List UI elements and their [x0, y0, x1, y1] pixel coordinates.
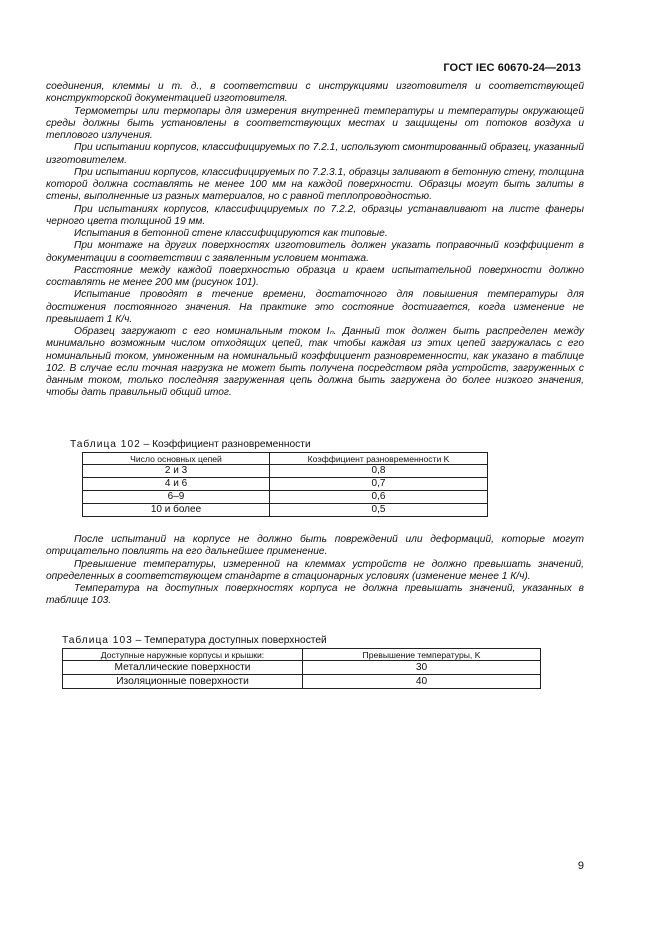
- table-cell: 0,6: [270, 491, 488, 504]
- table-cell: Изоляционные поверхности: [63, 675, 303, 689]
- paragraph: После испытаний на корпусе не должно быть повреждений или деформаций, которые могут отрицательно повлиять на его дальнейшее применение.: [46, 534, 584, 558]
- table-cell: 0,8: [270, 465, 488, 478]
- table-103-caption: [62, 635, 327, 647]
- table-row: [63, 661, 541, 675]
- table-row: [83, 465, 488, 478]
- table-cell: 10 и более: [83, 504, 270, 517]
- table-cell: 0,7: [270, 478, 488, 491]
- table-row: [83, 491, 488, 504]
- table-header-row: [63, 649, 541, 661]
- paragraph: Превышение температуры, измеренной на клеммах устройств не должно превышать значений, определенных в соответствующем стандарте в стационарных условиях (изменение менее 1 К/ч).: [46, 558, 584, 582]
- table-header-cell: Доступные наружные корпусы и крышки:: [63, 649, 303, 661]
- table-103-number: Таблица 103: [62, 635, 133, 646]
- table-cell: 40: [303, 675, 541, 689]
- table-row: [63, 675, 541, 689]
- paragraph: Термометры или термопары для измерения внутренней температуры и температуры окружающей среды должны быть установлены в соответствующих местах и защищены от потоков воздуха и теплового излучения.: [46, 105, 584, 141]
- table-cell: 0,5: [270, 504, 488, 517]
- body-text: [46, 81, 584, 400]
- table-cell: 30: [303, 661, 541, 675]
- paragraph: При испытании корпусов, классифицируемых по 7.2.1, используют смонтированный образец, указанный изготовителем.: [46, 142, 584, 166]
- table-row: [83, 504, 488, 517]
- table-102-number: Таблица 102: [70, 439, 141, 450]
- table-row: [83, 478, 488, 491]
- table-header-cell: Коэффициент разновременности K: [270, 453, 488, 465]
- table-cell: 6–9: [83, 491, 270, 504]
- table-cell: Металлические поверхности: [63, 661, 303, 675]
- table-header-cell: Превышение температуры, K: [303, 649, 541, 661]
- paragraph: Испытания в бетонной стене классифицируются как типовые.: [74, 228, 388, 239]
- table-header-cell: Число основных цепей: [83, 453, 270, 465]
- document-header: ГОСТ IEC 60670-24—2013: [443, 62, 581, 74]
- table-header-row: [83, 453, 488, 465]
- page-number: 9: [577, 860, 584, 872]
- paragraph: При испытании корпусов, классифицируемых по 7.2.3.1, образцы заливают в бетонную стену, толщина которой должна составлять не менее 100 мм на каждой поверхности. Образцы могут быть залиты в стены, выполненные из разных материалов, но с равной теплопроводностью.: [46, 166, 584, 203]
- paragraph: соединения, клеммы и т. д., в соответствии с инструкциями изготовителя и соответствующей конструкторской документацией изготовителя.: [46, 81, 584, 105]
- paragraph: При испытаниях корпусов, классифицируемых по 7.2.2, образцы устанавливают на листе фанеры черного цвета толщиной 19 мм.: [46, 203, 584, 227]
- paragraph: Температура на доступных поверхностях корпуса не должна превышать значений, указанных в таблице 103.: [46, 583, 584, 607]
- table-cell: 4 и 6: [83, 478, 270, 491]
- paragraph: Испытание проводят в течение времени, достаточного для повышения температуры для достижения постоянного значения. На практике это состояние достигается, когда изменение не превышает 1 К/ч.: [46, 289, 584, 325]
- body-text-after-table-102: [46, 534, 584, 608]
- table-102-title: – Коэффициент разновременности: [140, 439, 311, 450]
- paragraph: Расстояние между каждой поверхностью образца и краем испытательной поверхности должно составлять не менее 200 мм (рисунок 101).: [46, 264, 584, 288]
- paragraph: Образец загружают с его номинальным током Iₙ. Данный ток должен быть распределен между минимально возможным числом отходящих цепей, так чтобы каждая из этих цепей загружалась с его номинальный током, умноженным на номинальный коэффициент разновременности, как указано в таблице 102. В случае если точная нагрузка не может быть получена посредством ряда устройств, загруженных с данным током, только последняя загруженная цепь должна быть загружена до более низкого значения, чтобы дать правильный общий итог.: [46, 326, 584, 399]
- table-cell: 2 и 3: [83, 465, 270, 478]
- table-102-caption: [70, 439, 311, 451]
- table-103-title: – Температура доступных поверхностей: [132, 635, 327, 646]
- table-103: [62, 648, 541, 689]
- paragraph: При монтаже на других поверхностях изготовитель должен указать поправочный коэффициент в документации в соответствии с заявленным условием монтажа.: [46, 240, 584, 264]
- table-102: [82, 452, 488, 517]
